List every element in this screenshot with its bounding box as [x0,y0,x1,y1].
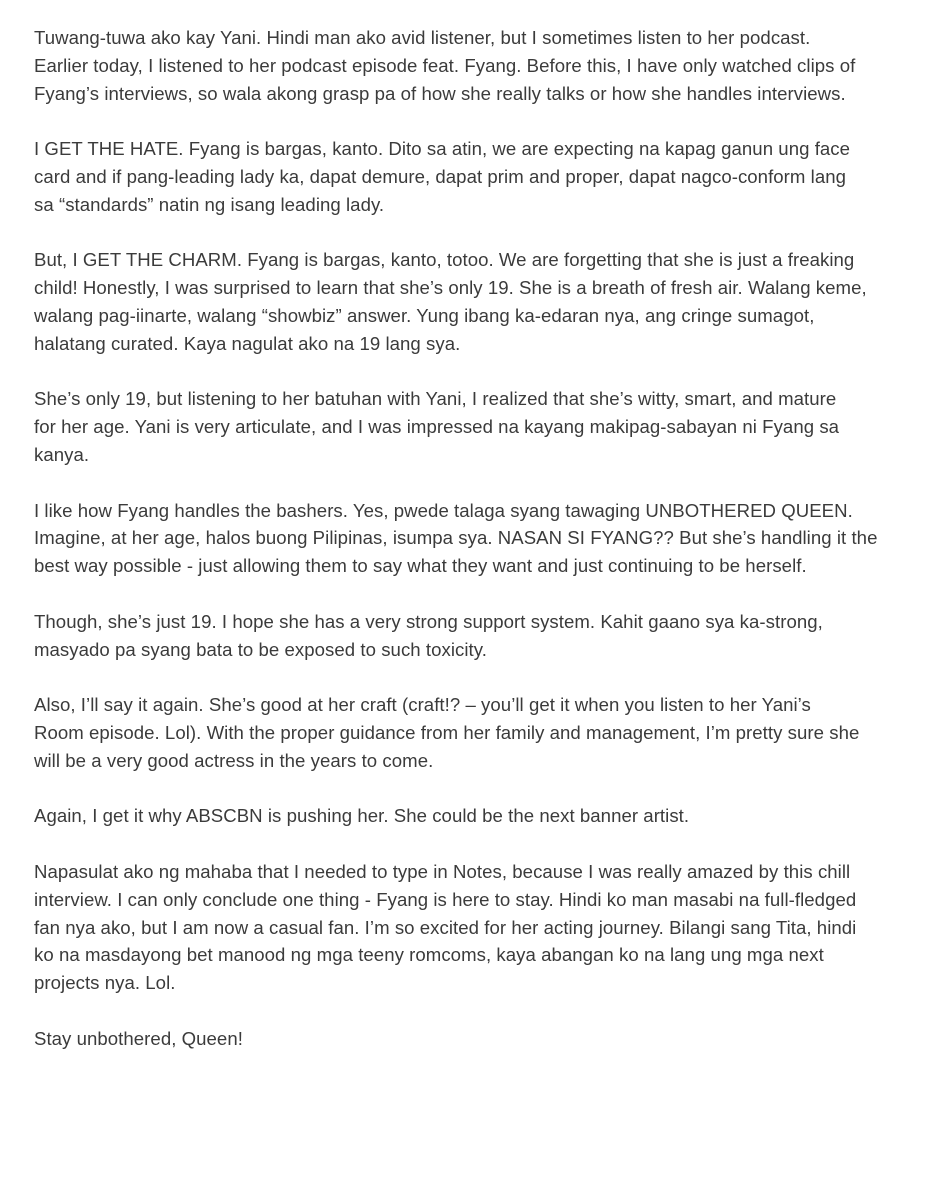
text-line: card and if pang-leading lady ka, dapat demure, dapat prim and proper, dapat nagco-conform lang [34,165,847,187]
text-line: masyado pa syang bata to be exposed to such toxicity. [34,638,487,660]
text-line: Again, I get it why ABSCBN is pushing her. She could be the next banner artist. [34,805,690,827]
text-line: will be a very good actress in the years to come. [34,749,434,771]
text-line: Earlier today, I listened to her podcast episode feat. Fyang. Before this, I have only watched clips of [34,54,856,76]
text-line: Imagine, at her age, halos buong Pilipinas, isumpa sya. NASAN SI FYANG?? But she’s handling it the [34,527,878,549]
paragraph [34,24,904,107]
text-line: fan nya ako, but I am now a casual fan. I’m so excited for her acting journey. Bilangi sang Tita, hindi [34,916,857,938]
text-line: for her age. Yani is very articulate, and I was impressed na kayang makipag-sabayan ni Fyang sa [34,416,840,438]
text-line: ko na masdayong bet manood ng mga teeny romcoms, kaya abangan ko na lang ung mga next [34,944,824,966]
text-line: walang pag-iinarte, walang “showbiz” answer. Yung ibang ka-edaran nya, ang cringe sumagot, [34,304,815,326]
text-line: I GET THE HATE. Fyang is bargas, kanto. Dito sa atin, we are expecting na kapag ganun ung face [34,138,851,160]
paragraph [34,1025,904,1053]
text-line: Napasulat ako ng mahaba that I needed to type in Notes, because I was really amazed by this chill [34,860,851,882]
text-line: Though, she’s just 19. I hope she has a very strong support system. Kahit gaano sya ka-strong, [34,610,823,632]
text-line: interview. I can only conclude one thing - Fyang is here to stay. Hindi ko man masabi na full-fledged [34,888,857,910]
text-line: Fyang’s interviews, so wala akong grasp pa of how she really talks or how she handles interviews. [34,82,846,104]
paragraph [34,385,904,468]
text-line: I like how Fyang handles the bashers. Yes, pwede talaga syang tawaging UNBOTHERED QUEEN. [34,499,853,521]
text-line: child! Honestly, I was surprised to learn that she’s only 19. She is a breath of fresh air. Walang keme, [34,277,867,299]
text-line: She’s only 19, but listening to her batuhan with Yani, I realized that she’s witty, smart, and mature [34,388,837,410]
paragraph [34,858,904,997]
text-line: sa “standards” natin ng isang leading lady. [34,193,385,215]
paragraph [34,135,904,218]
paragraph [34,608,904,664]
text-line: But, I GET THE CHARM. Fyang is bargas, kanto, totoo. We are forgetting that she is just a freaking [34,249,855,271]
text-line: Tuwang-tuwa ako kay Yani. Hindi man ako avid listener, but I sometimes listen to her podcast. [34,27,811,48]
note-body [34,24,904,1080]
text-line: best way possible - just allowing them to say what they want and just continuing to be herself. [34,555,807,577]
paragraph [34,802,904,830]
text-line: Also, I’ll say it again. She’s good at her craft (craft!? – you’ll get it when you listen to her Yani’s [34,694,811,716]
paragraph [34,691,904,774]
text-line: kanya. [34,443,90,465]
paragraph [34,246,904,357]
text-line: Stay unbothered, Queen! [34,1027,243,1049]
text-line: Room episode. Lol). With the proper guidance from her family and management, I’m pretty sure she [34,721,860,743]
text-line: projects nya. Lol. [34,972,176,994]
paragraph [34,497,904,580]
text-line: halatang curated. Kaya nagulat ako na 19 lang sya. [34,332,461,354]
